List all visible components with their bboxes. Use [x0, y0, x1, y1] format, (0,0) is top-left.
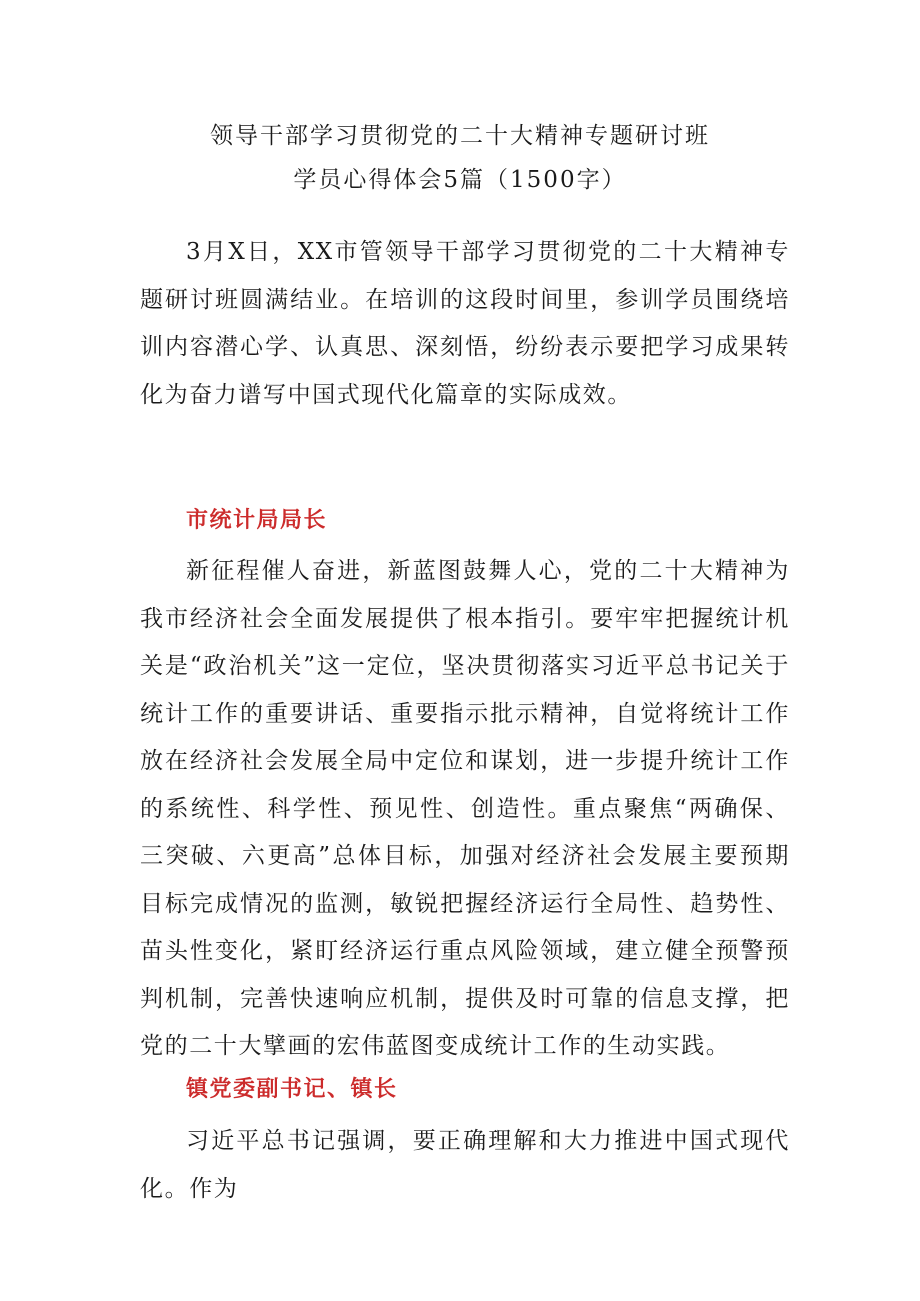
section-body-town-leader: 习近平总书记强调，要正确理解和大力推进中国式现代化。作为	[140, 1128, 790, 1202]
intro-paragraph: 3月X日，XX市管领导干部学习贯彻党的二十大精神专题研讨班圆满结业。在培训的这段时间里，参训学员围绕培训内容潜心学、认真思、深刻悟，纷纷表示要把学习成果转化为奋力谱写中国式现代化篇章的实际成效。	[140, 239, 790, 408]
section-heading-statistics-bureau: 市统计局局长	[186, 507, 328, 533]
document-subtitle: 学员心得体会5篇（1500字）	[293, 167, 627, 193]
document-title: 领导干部学习贯彻党的二十大精神专题研讨班	[210, 123, 710, 149]
section-heading-town-leader: 镇党委副书记、镇长	[186, 1076, 398, 1102]
section-body-statistics-bureau: 新征程催人奋进，新蓝图鼓舞人心，党的二十大精神为我市经济社会全面发展提供了根本指引。要牢牢把握统计机关是“政治机关”这一定位，坚决贯彻落实习近平总书记关于统计工作的重要讲话、重要指示批示精神，自觉将统计工作放在经济社会发展全局中定位和谋划，进一步提升统计工作的系统性、科学性、预见性、创造性。重点聚焦“两确保、三突破、六更高”总体目标，加强对经济社会发展主要预期目标完成情况的监测，敏锐把握经济运行全局性、趋势性、苗头性变化，紧盯经济运行重点风险领域，建立健全预警预判机制，完善快速响应机制，提供及时可靠的信息支撑，把党的二十大擘画的宏伟蓝图变成统计工作的生动实践。	[140, 558, 790, 1059]
